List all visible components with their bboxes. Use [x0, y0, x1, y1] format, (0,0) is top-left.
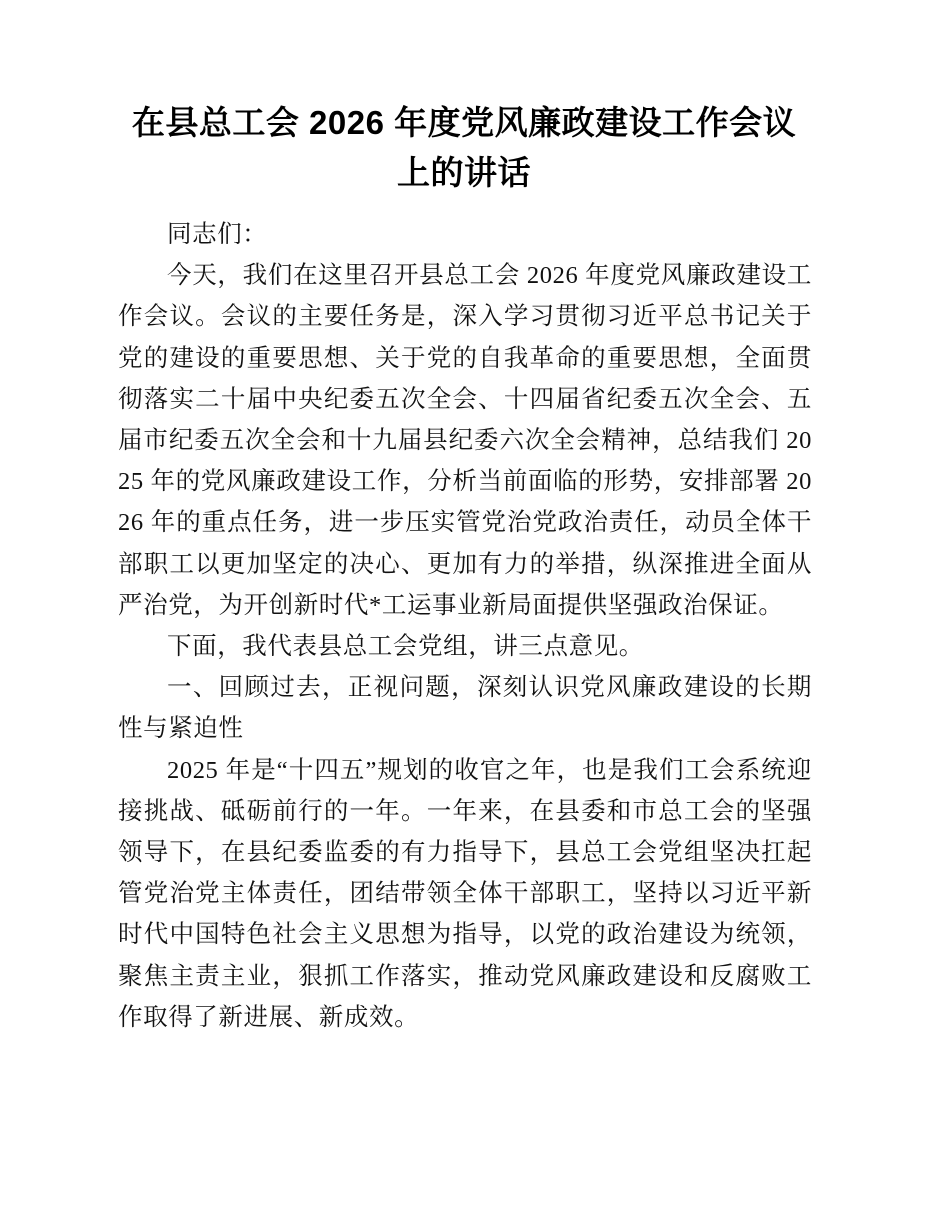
section-heading-1: 一、回顾过去，正视问题，深刻认识党风廉政建设的长期性与紧迫性 [118, 674, 812, 743]
paragraph-transition: 下面，我代表县总工会党组，讲三点意见。 [167, 633, 644, 661]
page-title: 在县总工会 2026 年度党风廉政建设工作会议上的讲话 [131, 104, 797, 191]
paragraph-section-1-body: 2025 年是“十四五”规划的收官之年，也是我们工会系统迎接挑战、砥砺前行的一年。一年来，在县委和市总工会的坚强领导下，在县纪委监委的有力指导下，县总工会党组坚决扛起管党治党主体责任，团结带领全体干部职工，坚持以习近平新时代中国特色社会主义思想为指导，以党的政治建设为统领，聚焦主责主业，狠抓工作落实，推动党风廉政建设和反腐败工作取得了新进展、新成效。 [118, 756, 812, 1031]
document-body [118, 214, 812, 1038]
salutation: 同志们： [167, 221, 268, 248]
paragraph-opening: 今天，我们在这里召开县总工会 2026 年度党风廉政建设工作会议。会议的主要任务是，深入学习贯彻习近平总书记关于党的建设的重要思想、关于党的自我革命的重要思想，全面贯彻落实二十届中央纪委五次全会、十四届省纪委五次全会、五届市纪委五次全会和十九届县纪委六次全会精神，总结我们 2025 年的党风廉政建设工作，分析当前面临的形势，安排部署 2026 年的重点任务，进一步压实管党治党政治责任，动员全体干部职工以更加坚定的决心、更加有力的举措，纵深推进全面从严治党，为开创新时代*工运事业新局面提供坚强政治保证。 [118, 262, 812, 619]
